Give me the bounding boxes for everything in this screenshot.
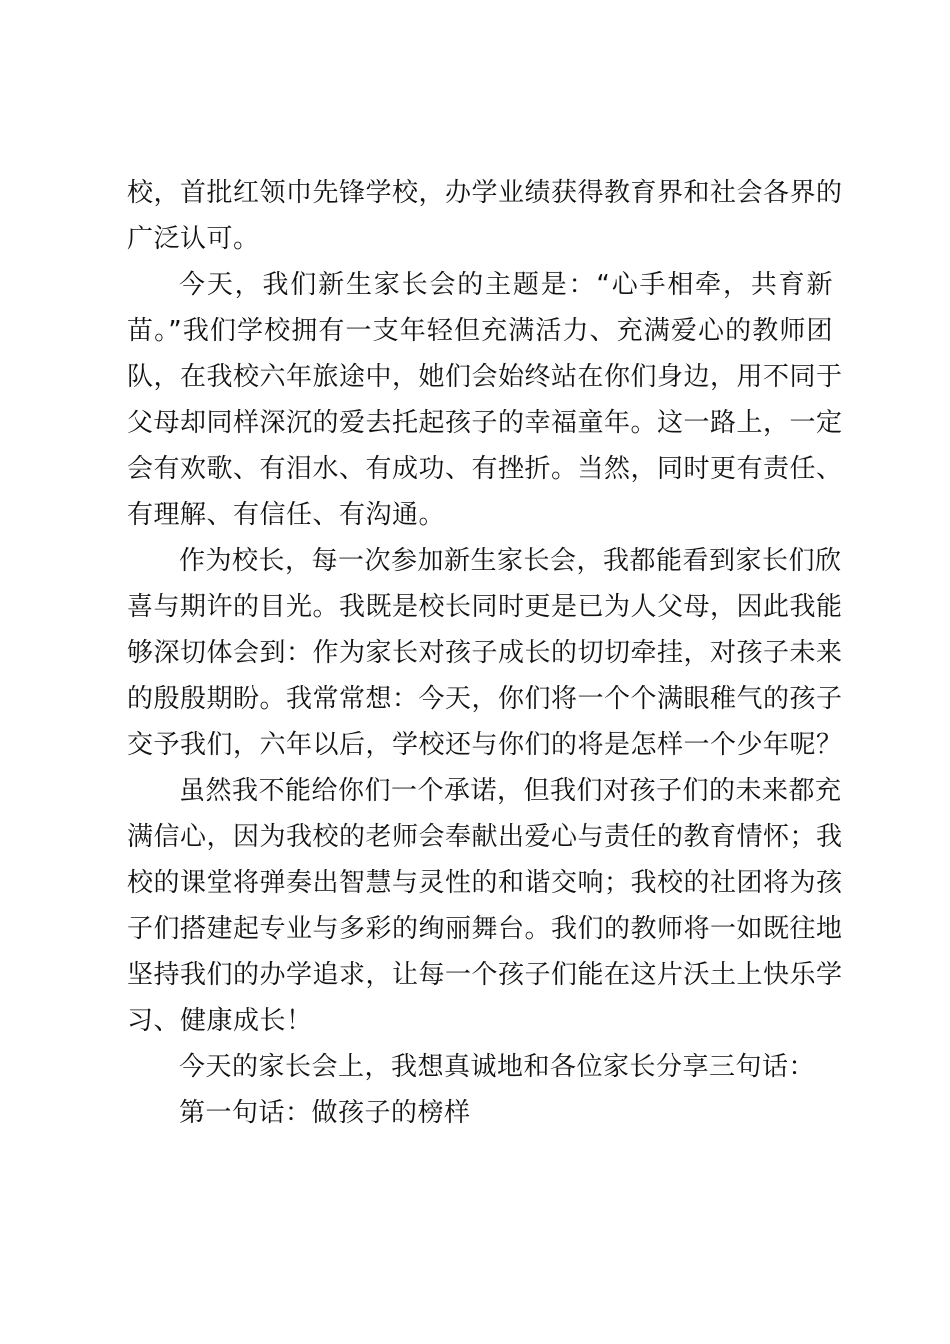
text-line: 校的课堂将弹奏出智慧与灵性的和谐交响；我校的社团将为孩	[127, 868, 843, 898]
text-line: 满信心，因为我校的老师会奉献出爱心与责任的教育情怀；我	[127, 822, 843, 852]
text-line: 父母却同样深沉的爱去托起孩子的幸福童年。这一路上，一定	[127, 408, 843, 438]
text-line: 的殷殷期盼。我常常想：今天，你们将一个个满眼稚气的孩子	[127, 684, 843, 714]
text-line: 队，在我校六年旅途中，她们会始终站在你们身边，用不同于	[127, 362, 843, 392]
text-line: 喜与期许的目光。我既是校长同时更是已为人父母，因此我能	[127, 592, 843, 622]
text-line: 会有欢歌、有泪水、有成功、有挫折。当然，同时更有责任、	[127, 454, 843, 484]
text-line: 子们搭建起专业与多彩的绚丽舞台。我们的教师将一如既往地	[127, 914, 843, 944]
text-line: 习、健康成长！	[127, 1006, 313, 1036]
text-line: 坚持我们的办学追求，让每一个孩子们能在这片沃土上快乐学	[127, 960, 843, 990]
text-line: 苗。”我们学校拥有一支年轻但充满活力、充满爱心的教师团	[127, 316, 833, 346]
text-line: 广泛认可。	[127, 224, 260, 254]
text-line: 虽然我不能给你们一个承诺，但我们对孩子们的未来都充	[179, 776, 842, 806]
text-line: 作为校长，每一次参加新生家长会，我都能看到家长们欣	[179, 546, 842, 576]
document-body	[127, 170, 843, 1136]
text-line: 有理解、有信任、有沟通。	[127, 500, 446, 530]
text-line: 校，首批红领巾先锋学校，办学业绩获得教育界和社会各界的	[127, 178, 843, 208]
text-line: 够深切体会到：作为家长对孩子成长的切切牵挂，对孩子未来	[127, 638, 843, 668]
text-line: 第一句话：做孩子的榜样	[179, 1098, 471, 1128]
text-line: 今天的家长会上，我想真诚地和各位家长分享三句话：	[179, 1052, 816, 1082]
text-line: 今天，我们新生家长会的主题是：“心手相牵，共育新	[179, 270, 833, 300]
text-line: 交予我们，六年以后，学校还与你们的将是怎样一个少年呢？	[127, 730, 843, 760]
